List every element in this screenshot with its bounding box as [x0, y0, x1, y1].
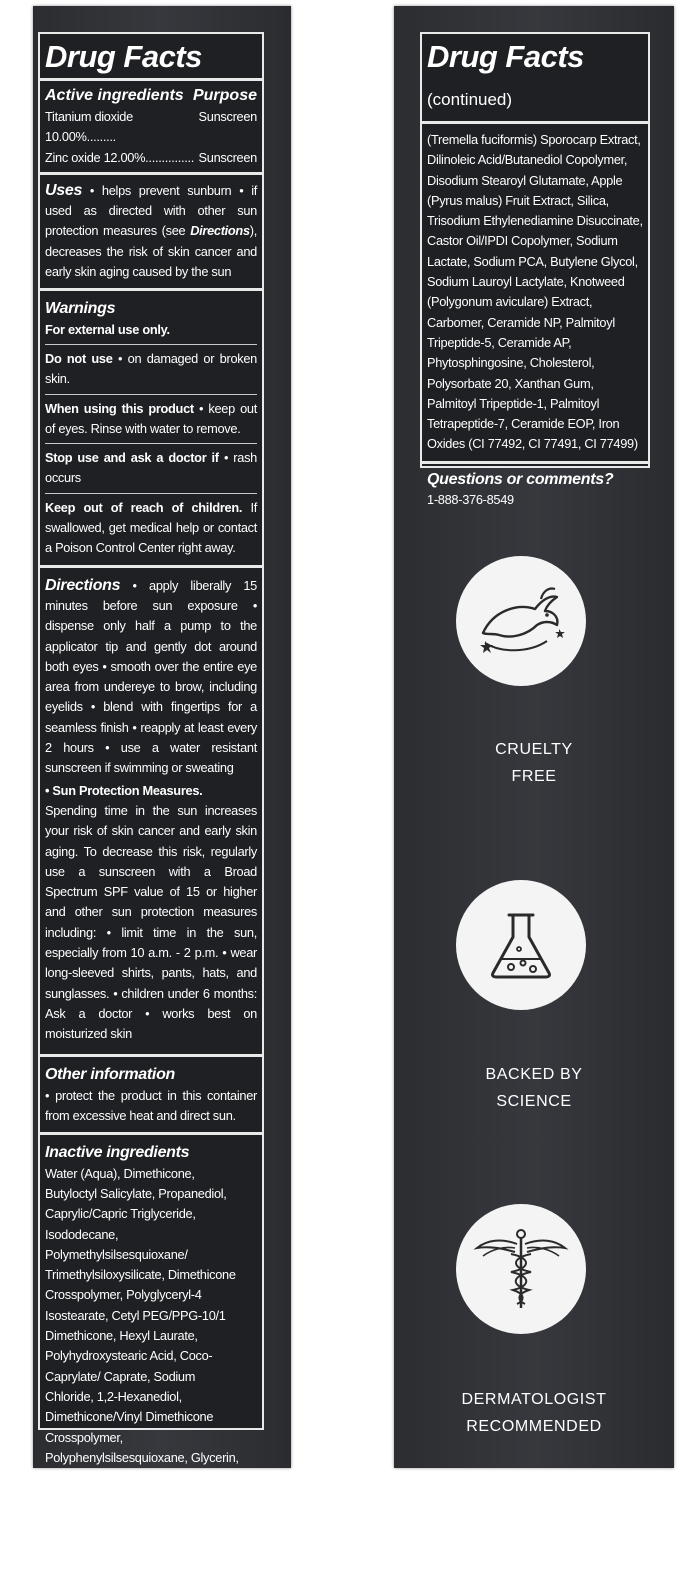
active-header-row	[45, 87, 257, 105]
active-purpose: Sunscreen	[198, 109, 257, 124]
other-information-section	[40, 1057, 262, 1135]
title-suffix: (continued)	[427, 90, 513, 109]
active-row	[45, 148, 257, 168]
left-box-panel	[33, 6, 291, 1570]
purpose-header: Purpose	[192, 87, 257, 104]
continue-arrow-icon: ▶	[244, 1552, 256, 1570]
continued-ingredients-section	[422, 124, 648, 464]
active-purpose: Sunscreen	[198, 149, 257, 165]
warning-item	[45, 493, 257, 559]
cruelty-free-badge	[456, 556, 586, 686]
directions-header: Directions	[45, 576, 121, 594]
badge-line-1: BACKED BY	[485, 1066, 583, 1083]
warning-bold: Do not use	[45, 350, 113, 366]
warning-text: • on damaged or broken skin.	[45, 350, 257, 387]
active-ingredients-header: Active ingredients	[45, 87, 184, 104]
inactive-ingredients-text: Water (Aqua), Dimethicone, Butyloctyl Salicylate, Propanediol, Caprylic/Capric Triglyceride, Isododecane, Polymethylsilsesquioxane/ Trimethylsiloxysilicate, Dimethicone Crosspolymer, Polyglyceryl-4 Isostearate, Cetyl PEG/PPG-10/1 Dimethicone, Hexyl Laurate, Polyhydroxystearic Acid, Coco-Caprylate/ Caprate, Sodium Chloride, 1,2-Hexanediol, Dimethicone/Vinyl Dimethicone Crosspolymer, Polyphenylsilsesquioxane, Glycerin, Caprylhydroxamic Acid, Watermelon (Citrullus lanatus) Fruit Extract, Polyglyceryl-6 Polyricinoleate, Lentil (Lens esculenta) Fruit Extract, Mushroom	[45, 1165, 241, 1567]
drug-facts-title: Drug Facts	[45, 39, 202, 74]
other-information-header: Other information	[45, 1066, 176, 1084]
warnings-header: Warnings	[45, 300, 116, 318]
questions-header: Questions or comments?	[427, 470, 614, 488]
sun-protection-text: Spending time in the sun increases your risk of skin cancer and early skin aging. To decrease this risk, regularly use a sunscreen with a Broad Spectrum SPF value of 15 or higher and other sun protection measures including: • limit time in the sun, especially from 10 a.m. - 2 p.m. • wear long-sleeved shirts, pants, hats, and sunglasses. • children under 6 months: Ask a doctor • works best on moisturized skin	[45, 802, 257, 1042]
continued-ingredients-text: (Tremella fuciformis) Sporocarp Extract, Dilinoleic Acid/Butanediol Copolymer, Disodium Stearoyl Glutamate, Apple (Pyrus malus) Fruit Extract, Silica, Trisodium Ethylenediamine Disuccinate, Castor Oil/IPDI Copolymer, Sodium Lactate, Sodium PCA, Butylene Glycol, Sodium Lauroyl Lactylate, Knotweed (Polygonum aviculare) Extract, Carbomer, Ceramide NP, Palmitoyl Tripeptide-5, Ceramide AP, Phytosphingosine, Cholesterol, Polysorbate 20, Xanthan Gum, Palmitoyl Tripeptide-1, Palmitoyl Tetrapeptide-7, Ceramide EOP, Iron Oxides (CI 77492, CI 77491, CI 77499)	[427, 132, 643, 452]
right-box-panel	[394, 6, 674, 1468]
drug-facts-title-section	[40, 34, 262, 81]
badge-line-2: SCIENCE	[496, 1093, 572, 1110]
directions-section	[40, 568, 262, 1058]
warning-item	[45, 344, 257, 390]
drug-facts-continued-box	[420, 32, 650, 508]
inactive-ingredients-section	[40, 1135, 262, 1573]
dermatologist-recommended-label	[394, 1386, 674, 1440]
other-information-text: • protect the product in this container from excessive heat and direct sun.	[45, 1087, 257, 1124]
drug-facts-continued-title-section	[422, 34, 648, 124]
active-name: Titanium dioxide 10.00%.........	[45, 109, 133, 145]
questions-section	[422, 464, 648, 515]
uses-text-a: • helps prevent sunburn • if used as directed with other sun protection measures (see	[45, 182, 257, 239]
drug-facts-continued-title	[427, 39, 584, 112]
uses-text-b: ), decreases the risk of skin cancer and early skin aging caused by the sun	[45, 223, 257, 280]
drug-facts-box	[38, 32, 264, 1570]
inactive-ingredients-header: Inactive ingredients	[45, 1144, 190, 1162]
uses-directions-ref: Directions	[190, 223, 250, 239]
warning-text: • keep out of eyes. Rinse with water to remove.	[45, 400, 257, 436]
badge-line-1: CRUELTY	[495, 741, 573, 758]
warning-text: • rash occurs	[45, 450, 258, 486]
sun-protection-header: • Sun Protection Measures.	[45, 782, 203, 798]
phone-number: 1-888-376-8549	[427, 492, 514, 508]
active-row	[45, 107, 257, 148]
dermatologist-recommended-badge	[456, 1204, 586, 1334]
backed-by-science-label	[394, 1061, 674, 1115]
leaping-bunny-icon	[471, 581, 571, 661]
uses-header: Uses	[45, 181, 83, 199]
warning-bold: When using this product	[45, 400, 194, 416]
badge-line-2: FREE	[511, 768, 557, 785]
warning-bold: Keep out of reach of children.	[45, 499, 243, 515]
badge-line-1: DERMATOLOGIST	[461, 1391, 607, 1408]
directions-text: • apply liberally 15 minutes before sun exposure • dispense only half a pump to the applicator tip and gently dot around both eyes • smooth over the entire eye area from undereye to brow, including eyelids • blend with fingertips for a seamless finish • reapply at least every 2 hours • use a water resistant sunscreen if swimming or sweating	[45, 577, 257, 776]
warning-bold: Stop use and ask a doctor if	[45, 450, 219, 466]
caduceus-icon	[471, 1224, 571, 1314]
warning-item	[45, 394, 257, 440]
uses-section	[40, 175, 262, 291]
title-text: Drug Facts	[427, 39, 584, 74]
active-name: Zinc oxide 12.00%...............	[45, 149, 195, 165]
flask-icon	[481, 905, 561, 985]
active-ingredients-section	[40, 81, 262, 175]
warnings-section	[40, 291, 262, 567]
warning-item	[45, 443, 257, 489]
cruelty-free-label	[394, 736, 674, 790]
directions-paragraph	[45, 576, 257, 779]
external-use-text: For external use only.	[45, 321, 170, 337]
backed-by-science-badge	[456, 880, 586, 1010]
badge-line-2: RECOMMENDED	[466, 1418, 602, 1435]
warning-text: If swallowed, get medical help or contact a Poison Control Center right away.	[45, 499, 257, 556]
